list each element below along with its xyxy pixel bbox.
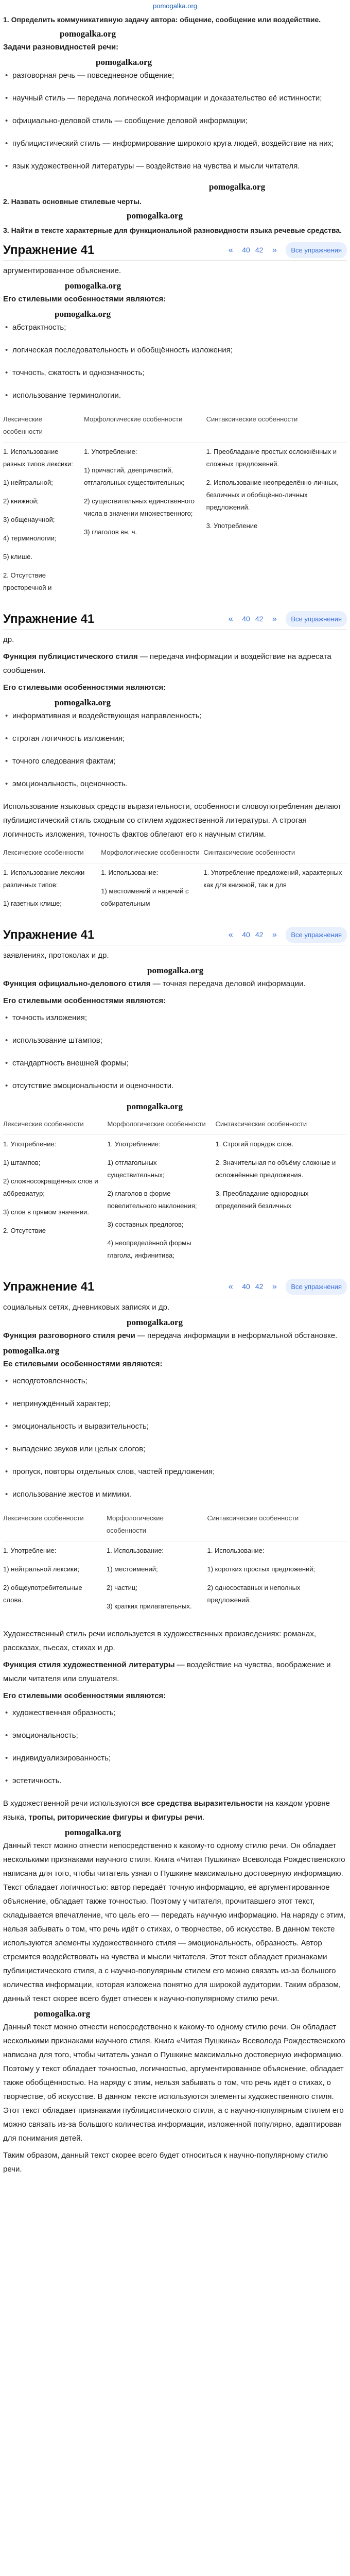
ofd-title: Функция официально-делового стиля (3, 979, 151, 988)
sci-features-title: Его стилевыми особенностями являются: (3, 295, 166, 303)
prev-arrow-icon[interactable]: « (228, 930, 233, 939)
exercise-title: Упражнение 41 (3, 1279, 95, 1294)
table-header: Морфологические особенности (84, 411, 206, 443)
pub-title-rest: — передача информации и воздействие на адресата сообщения. (3, 652, 331, 675)
table-cell: 3) глаголов вн. ч. (84, 528, 137, 536)
next-number[interactable]: 42 (255, 1282, 264, 1291)
conv-title: Функция разговорного стиля речи (3, 1331, 135, 1340)
table-header: Лексические особенности (3, 411, 84, 443)
table-cell: 1) местоимений и наречий с собирательным (101, 887, 189, 907)
table-cell: 1. Использование: (107, 1547, 164, 1554)
watermark: pomogalka.org (55, 309, 111, 319)
watermark: pomogalka.org (3, 1346, 60, 1355)
table-header: Синтаксические особенности (206, 411, 347, 443)
text-run: . (202, 1813, 205, 1822)
table-cell: 3) слов в прямом значении. (3, 1208, 89, 1216)
text-run: В художественной речи используются (3, 1799, 142, 1808)
sci-features (3, 320, 347, 403)
list-item: • отсутствие эмоциональности и оценочности. (3, 1079, 347, 1093)
list-item: • точность, сжатость и однозначность; (3, 366, 347, 380)
table-cell: 2) частиц; (107, 1584, 137, 1591)
exercise-bar (3, 608, 347, 630)
table-cell: 1) причастий, деепричастий, отглагольных существительных; (84, 466, 185, 486)
q1-list-title: Задачи разновидностей речи: (3, 43, 119, 52)
exercise-nav (224, 927, 347, 943)
prev-arrow-icon[interactable]: « (228, 614, 233, 623)
list-item: • эмоциональность и выразительность; (3, 1419, 347, 1434)
exercise-bar (3, 924, 347, 945)
table-cell: 1) коротких простых предложений; (207, 1565, 316, 1573)
watermark: pomogalka.org (65, 1827, 121, 1837)
watermark: pomogalka.org (96, 57, 152, 67)
conv-table (3, 1510, 347, 1622)
watermark: pomogalka.org (209, 182, 266, 192)
table-header: Синтаксические особенности (215, 1116, 347, 1135)
table-cell: 3) составных предлогов; (107, 1221, 184, 1228)
list-item: • эстетичность. (3, 1774, 347, 1788)
prev-arrow-icon[interactable]: « (228, 1282, 233, 1291)
list-item: • логическая последовательность и обобщённость изложения; (3, 343, 347, 358)
all-exercises-button[interactable]: Все упражнения (286, 927, 347, 943)
next-arrow-icon[interactable]: » (272, 614, 277, 623)
conv-function (3, 1329, 347, 1343)
table-header: Морфологические особенности (101, 844, 203, 863)
art-title: Функция стиля художественной литературы (3, 1660, 175, 1669)
table-cell: 1) нейтральной лексики; (3, 1565, 79, 1573)
art-paragraph-5: Таким образом, данный текст скорее всего будет относиться к научно-популярному стилю речи. (3, 2151, 328, 2174)
exercise-bar (3, 1276, 347, 1297)
next-arrow-icon[interactable]: » (272, 1282, 277, 1291)
table-cell: 1. Преобладание простых осложнённых и сложных предложений. (206, 448, 337, 468)
pub-function (3, 650, 347, 677)
list-item: • официально-деловой стиль — сообщение деловой информации; (3, 114, 347, 128)
art-paragraph-4: Данный текст можно отнести непосредственно к какому-то одному стилю речи. Он обладает несколькими признаками научного стиля. Книга «Читая Пушкина» Всеволода Рождественского написана для того, чтобы читатель узнал о Пушкине максимально достоверную информацию. Поэтому у текст обладает точностью, логичностью, аргументированное объяснение, обладает также обобщённостью. На наряду с этим, нельзя забывать о том, что речь идёт о стихах, о творчестве, об искусстве. В данном тексте используются элементы художественного стиля. Этот текст обладает признаками публицистического стиля, а с научно-популярным стилем его можно связать из-за большого количества информации, изложенной популярно, адаптирован для понимания детей. (3, 2023, 345, 2143)
watermark: pomogalka.org (127, 211, 183, 221)
table-cell: 1. Использование: (101, 869, 159, 876)
list-item: • язык художественной литературы — воздействие на чувства и мысли читателя. (3, 159, 347, 174)
table-cell: 1. Употребление предложений, характерных как для книжной, так и для (203, 869, 342, 889)
all-exercises-button[interactable]: Все упражнения (286, 611, 347, 627)
exercise-bar (3, 240, 347, 261)
ofd-table (3, 1116, 347, 1271)
table-cell: 3) кратких прилагательных. (107, 1602, 192, 1610)
art-features-title: Его стилевыми особенностями являются: (3, 1691, 166, 1700)
pub-paragraph: Использование языковых средств выразительности, особенности словоупотребления делают публицистический стиль сходным со стилем художественной литературы. А строгая логичность изложения, точность фактов облегают его к научным стилям. (3, 802, 342, 839)
next-number[interactable]: 42 (255, 614, 264, 623)
table-cell: 4) неопределённой формы глагола, инфинитива; (107, 1239, 191, 1259)
table-cell: 2. Отсутствие (3, 1227, 46, 1234)
exercise-nav (224, 611, 347, 627)
exercise-nav (224, 1279, 347, 1295)
table-header: Лексические особенности (3, 1116, 107, 1135)
table-cell: 1) нейтральной; (3, 479, 53, 486)
watermark: pomogalka.org (60, 29, 116, 39)
art-paragraph-2 (3, 1797, 347, 1824)
exercise-nav (224, 242, 347, 258)
prev-number[interactable]: 40 (242, 930, 250, 939)
table-cell: 4) терминологии; (3, 534, 57, 542)
pub-title: Функция публицистического стиля (3, 652, 138, 661)
conv-features-title: Ее стилевыми особенностями являются: (3, 1360, 163, 1368)
conv-features (3, 1374, 347, 1502)
pub-features (3, 709, 347, 791)
next-arrow-icon[interactable]: » (272, 245, 277, 255)
prev-number[interactable]: 40 (242, 1282, 250, 1291)
prev-arrow-icon[interactable]: « (228, 245, 233, 255)
list-item: • эмоциональность, оценочность. (3, 777, 347, 791)
exercise-title: Упражнение 41 (3, 243, 95, 257)
table-cell: 1) газетных клише; (3, 900, 62, 907)
list-item: • публицистический стиль — информирование широкого круга людей, воздействие на них; (3, 137, 347, 151)
table-header: Морфологические особенности (107, 1510, 207, 1541)
pub-lead: др. (3, 635, 14, 644)
table-cell: 2) односоставных и неполных предложений. (207, 1584, 301, 1604)
table-cell: 1. Строгий порядок слов. (215, 1140, 294, 1148)
list-item: • использование штампов; (3, 1033, 347, 1048)
list-item: • строгая логичность изложения; (3, 732, 347, 746)
table-cell: 3) общенаучной; (3, 516, 55, 523)
watermark: pomogalka.org (65, 281, 121, 291)
table-cell: 3. Употребление (206, 522, 258, 530)
table-header: Синтаксические особенности (207, 1510, 347, 1541)
pub-features-title: Его стилевыми особенностями являются: (3, 683, 166, 692)
sci-table (3, 411, 347, 603)
table-cell: 2) сложносокращённых слов и аббревиатур; (3, 1177, 98, 1197)
table-header: Лексические особенности (3, 1510, 107, 1541)
table-cell: 1. Использование: (207, 1547, 265, 1554)
list-item: • индивидуализированность; (3, 1751, 347, 1766)
watermark: pomogalka.org (55, 698, 111, 707)
art-title-rest: — воздействие на чувства, воображение и мысли читателя или слушателя. (3, 1660, 331, 1683)
q1-list (3, 69, 347, 174)
list-item: • выпадение звуков или целых слогов; (3, 1442, 347, 1456)
list-item: • использование терминологии. (3, 388, 347, 403)
watermark: pomogalka.org (127, 1317, 183, 1327)
table-cell: 1) отглагольных существительных; (107, 1159, 165, 1179)
table-cell: 1. Употребление: (3, 1140, 57, 1148)
list-item: • точного следования фактам; (3, 754, 347, 769)
table-cell: 5) клише. (3, 553, 33, 561)
sci-intro: аргументированное объяснение. (3, 266, 121, 275)
list-item: • неподготовленность; (3, 1374, 347, 1388)
list-item: • точность изложения; (3, 1011, 347, 1025)
next-number[interactable]: 42 (255, 930, 264, 939)
table-header: Синтаксические особенности (203, 844, 347, 863)
watermark: pomogalka.org (34, 2009, 91, 2019)
art-paragraph-3: Данный текст можно отнести непосредственно к какому-то одному стилю речи. Он обладает несколькими признаками научного стиля. Книга «Читая Пушкина» Всеволода Рождественского написана для того, чтобы читатель узнал о Пушкине максимально достоверную информацию. Текст обладает логичностью: автор передаёт точную информацию, её аргументированное объяснение, обладает также точностью. Поэтому у читателя, прочитавшего этот текст, складывается впечатление, что цель его — передать научную информацию. На наряду с этим, нельзя забывать о том, что речь идёт о стихах, о творчестве, об искусстве. В данном тексте используются элементы художественного стиля — эмоциональность, образность. Автор стремится воздействовать на чувства и мысли читателя. Этот текст обладает признаками публицистического стиля, а с научно-популярным стилем его можно связать из-за большого количества информации, которая изложена понятно для широкой аудитории. Таким образом, данный текст скорее всего будет отнесен к научно-популярному стилю речи. (3, 1841, 345, 2003)
table-cell: 2. Значительная по объёму сложные и осложнённые предложения. (215, 1159, 336, 1179)
art-features (3, 1706, 347, 1788)
question-3: 3. Найти в тексте характерные для функциональной разновидности языка речевые средства. (3, 226, 342, 234)
text-run: тропы, риторические фигуры и фигуры речи (28, 1813, 202, 1822)
next-arrow-icon[interactable]: » (272, 930, 277, 939)
list-item: • абстрактность; (3, 320, 347, 335)
table-cell: 1) местоимений; (107, 1565, 158, 1573)
table-header: Морфологические особенности (107, 1116, 215, 1135)
ofd-function (3, 977, 347, 991)
list-item: • разговорная речь — повседневное общение; (3, 69, 347, 83)
question-1: 1. Определить коммуникативную задачу автора: общение, сообщение или воздействие. (3, 15, 321, 24)
site-link[interactable]: pomogalka.org (153, 2, 197, 10)
table-cell: 2) книжной; (3, 497, 39, 505)
table-cell: 3. Преобладание однородных определений безличных (215, 1190, 309, 1210)
list-item: • художественная образность; (3, 1706, 347, 1720)
table-cell: 2) глаголов в форме повелительного наклонения; (107, 1190, 197, 1210)
list-item: • использование жестов и мимики. (3, 1487, 347, 1502)
next-number[interactable]: 42 (255, 245, 264, 254)
art-function (3, 1658, 347, 1686)
table-cell: 2. Использование неопределённо-личных, безличных и обобщённо-личных предложений. (206, 479, 339, 511)
table-cell: 2. Отсутствие просторечной и (3, 571, 52, 591)
exercise-title: Упражнение 41 (3, 927, 95, 942)
ofd-features-title: Его стилевыми особенностями являются: (3, 996, 166, 1005)
watermark: pomogalka.org (147, 965, 204, 975)
pub-table (3, 844, 347, 919)
table-cell: 2) существительных единственного числа в значении множественного; (84, 497, 195, 517)
list-item: • непринуждённый характер; (3, 1397, 347, 1411)
table-cell: 1. Употребление: (107, 1140, 161, 1148)
art-paragraph-1: Художественный стиль речи используется в художественных произведениях: романах, рассказах, пьесах, стихах и др. (3, 1630, 317, 1652)
prev-number[interactable]: 40 (242, 614, 250, 623)
text-run: на каждом уровне языка, (3, 1799, 330, 1822)
table-cell: 2) общеупотребительные слова. (3, 1584, 82, 1604)
table-cell: 1. Употребление: (3, 1547, 57, 1554)
text-run: все средства выразительности (141, 1799, 263, 1808)
list-item: • научный стиль — передача логической информации и доказательство её истинности; (3, 91, 347, 106)
prev-number[interactable]: 40 (242, 245, 250, 254)
question-2: 2. Назвать основные стилевые черты. (3, 197, 142, 206)
table-cell: 1. Использование разных типов лексики: (3, 448, 73, 468)
list-item: • информативная и воздействующая направленность; (3, 709, 347, 723)
table-cell: 1) штампов; (3, 1159, 41, 1166)
list-item: • стандартность внешней формы; (3, 1056, 347, 1071)
all-exercises-button[interactable]: Все упражнения (286, 242, 347, 258)
table-header: Лексические особенности (3, 844, 101, 863)
exercise-title: Упражнение 41 (3, 612, 95, 626)
conv-lead: социальных сетях, дневниковых записях и др. (3, 1303, 170, 1312)
watermark: pomogalka.org (127, 1101, 183, 1111)
list-item: • пропуск, повторы отдельных слов, частей предложения; (3, 1465, 347, 1479)
table-cell: 1. Употребление: (84, 448, 137, 455)
list-item: • эмоциональность; (3, 1728, 347, 1743)
ofd-title-rest: — точная передача деловой информации. (150, 979, 306, 988)
ofd-features (3, 1011, 347, 1093)
table-cell: 1. Использование лексики различных типов: (3, 869, 85, 889)
conv-title-rest: — передача информации в неформальной обстановке. (135, 1331, 338, 1340)
all-exercises-button[interactable]: Все упражнения (286, 1279, 347, 1295)
ofd-lead: заявлениях, протоколах и др. (3, 951, 109, 960)
